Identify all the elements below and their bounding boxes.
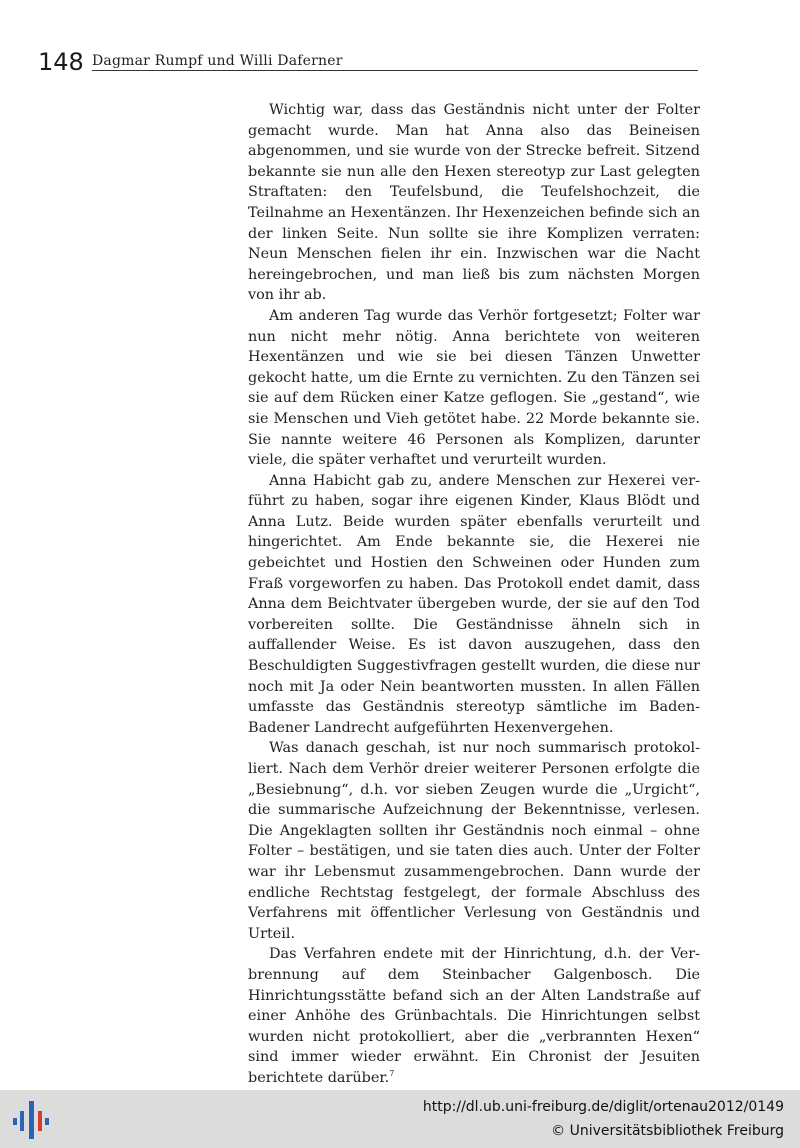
paragraph-4: Was danach geschah, ist nur noch summarisch protokolliert. Nach dem Verhör dreier weiterer Personen erfolgte die „Besiebnung“, d.h. vor sieben Zeugen wurde die „Urgicht“, die summarische Aufzeichnung der Bekenntnisse, verlesen. Die Angeklagten sollten ihr Geständnis noch einmal – ohne Folter – bestätigen, und sie taten dies auch. Unter der Folter war ihr Lebensmut zusammengebrochen. Dann wurde der endliche Rechtstag festgelegt, der formale Abschluss des Verfahrens mit öffentlicher Verlesung von Geständnis und Urteil. <box>248 740 700 942</box>
logo-bar-3 <box>29 1101 34 1139</box>
running-head: Dagmar Rumpf und Willi Daferner <box>92 53 343 69</box>
footer-copyright: © Universitätsbibliothek Freiburg <box>551 1123 784 1139</box>
logo-bar-5 <box>45 1118 49 1125</box>
logo-bar-2 <box>20 1111 24 1131</box>
paragraph-5 <box>248 944 700 1088</box>
logo-bar-4 <box>38 1111 42 1131</box>
paragraph-1: Wichtig war, dass das Geständnis nicht unter der Folter gemacht wurde. Man hat Anna also das Beineisen abgenommen, und sie wurde von der Strecke befreit. Sitzend bekannte sie nun alle den Hexen stereotyp zur Last gelegten Straftaten: den Teufelsbund, die Teufelshochzeit, die Teilnahme an Hexentänzen. Ihr Hexenzeichen befinde sich an der linken Seite. Nun sollte sie ihre Komplizen verraten: Neun Menschen fielen ihr ein. Inzwischen war die Nacht hereingebrochen, und man ließ bis zum nächsten Morgen von ihr ab. <box>248 102 700 304</box>
header-rule <box>92 70 698 71</box>
paragraph-3: Anna Habicht gab zu, andere Menschen zur Hexerei verführt zu haben, sogar ihre eigenen Kinder, Klaus Blödt und Anna Lutz. Beide wurden später ebenfalls verurteilt und hingerichtet. Am Ende bekannte sie, die Hexerei nie gebeichtet und Hostien den Schweinen oder Hunden zum Fraß vorgeworfen zu haben. Das Protokoll endet damit, dass Anna dem Beichtvater übergeben wurde, der sie auf den Tod vorbereiten sollte. Die Geständnisse ähneln sich in auffallender Weise. Es ist davon auszugehen, dass den Beschuldigten Suggestivfragen gestellt wurden, die diese nur noch mit Ja oder Nein beantworten mussten. In allen Fällen umfasste das Geständnis stereotyp sämtliche im Baden-Badener Landrecht aufgeführten Hexenvergehen. <box>248 472 700 736</box>
body-text <box>248 100 700 1089</box>
page-number: 148 <box>38 48 84 76</box>
logo-bar-1 <box>13 1118 17 1125</box>
footer-url-link[interactable]: http://dl.ub.uni-freiburg.de/diglit/ortenau2012/0149 <box>422 1099 784 1115</box>
ub-freiburg-logo-icon[interactable] <box>8 1098 54 1140</box>
footer-bar <box>0 1090 800 1148</box>
footnote-reference[interactable]: 7 <box>389 1069 395 1079</box>
paragraph-2: Am anderen Tag wurde das Verhör fortgesetzt; Folter war nun nicht mehr nötig. Anna berichtete von weiteren Hexentänzen und wie sie bei diesen Tänzen Unwetter gekocht hatte, um die Ernte zu vernichten. Zu den Tänzen sei sie auf dem Rücken einer Katze geflogen. Sie „gestand“, wie sie Menschen und Vieh getötet habe. 22 Morde bekannte sie. Sie nannte weitere 46 Personen als Komplizen, darunter viele, die später verhaftet und verurteilt wurden. <box>248 307 700 469</box>
paragraph-5-text: Das Verfahren endete mit der Hinrichtung, d.h. der Verbrennung auf dem Steinbacher Galgenbosch. Die Hinrichtungsstätte befand sich an der Alten Landstraße auf einer Anhöhe des Grünbachtals. Die Hinrichtungen selbst wurden nicht protokolliert, aber die „verbrannten Hexen“ sind immer wieder erwähnt. Ein Chronist der Jesuiten berichtete darüber. <box>248 946 700 1086</box>
